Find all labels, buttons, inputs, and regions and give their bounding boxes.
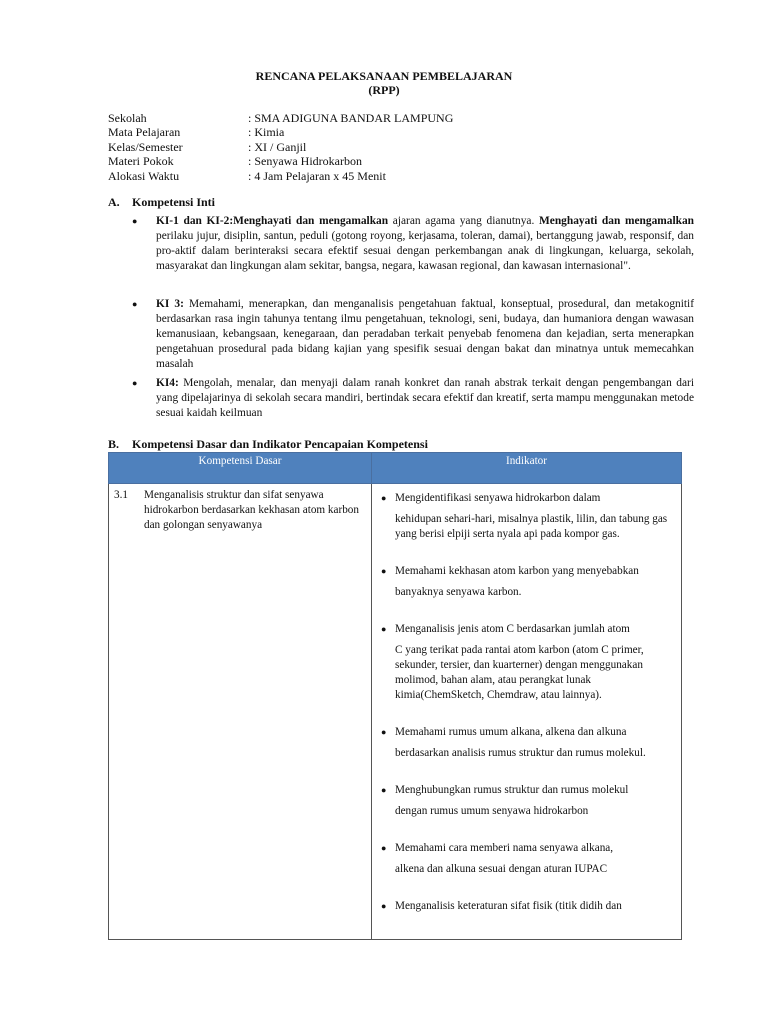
info-label: Alokasi Waktu (108, 168, 180, 183)
bullet-icon: ● (381, 493, 387, 503)
indicator-rest: berdasarkan analisis rumus struktur dan rumus molekul. (395, 747, 646, 759)
bullet-icon: ● (381, 785, 387, 795)
ki-text: Memahami, menerapkan, dan menganalisis pengetahuan faktual, konseptual, prosedural, dan metakognitif berdasarkan rasa ingin tahunya tentang ilmu pengetahuan, teknologi, seni, budaya, dan humaniora dengan wawasan kemanusiaan, kebangsaan, kenegaraan, dan peradaban terkait penyebab fenomena dan kejadian, serta menerapkan pengetahuan prosedural pada bidang kajian yang spesifik sesuai dengan bakat dan minatnya untuk memecahkan masalah (156, 298, 694, 370)
indicator-list (373, 485, 680, 914)
indicator-first-line: Memahami kekhasan atom karbon yang menyebabkan (395, 565, 639, 577)
table-header-row (109, 453, 682, 484)
list-item (381, 725, 672, 761)
list-item (381, 899, 672, 914)
bullet-icon: ● (381, 901, 387, 911)
indicator-first-line: Menganalisis jenis atom C berdasarkan jumlah atom (395, 623, 630, 635)
indicator-rest: banyaknya senyawa karbon. (395, 586, 522, 598)
indicator-first-line: Menganalisis keteraturan sifat fisik (titik didih dan (395, 900, 622, 912)
section-a-heading (108, 195, 215, 210)
bullet-icon: ● (132, 299, 138, 309)
info-label: Kelas/Semester (108, 139, 183, 154)
info-value: : 4 Jam Pelajaran x 45 Menit (248, 168, 386, 183)
ki-item-3 (132, 376, 694, 421)
list-item (381, 491, 672, 542)
competency-table (108, 452, 682, 940)
kd-cell (109, 484, 372, 940)
bullet-icon: ● (132, 216, 138, 226)
document-subtitle: (RPP) (368, 83, 400, 97)
info-label: Sekolah (108, 111, 147, 125)
header-indikator: Indikator (372, 453, 682, 484)
section-title: Kompetensi Inti (132, 195, 216, 209)
kd-number: 3.1 (114, 489, 128, 501)
ki-text: Mengolah, menalar, dan menyaji dalam ranah konkret dan ranah abstrak terkait dengan pengembangan dari yang dipelajarinya di sekolah secara mandiri, bertindak secara efektif dan kreatif, serta mampu menggunakan metode sesuai kaidah keilmuan (156, 377, 694, 419)
bullet-icon: ● (132, 378, 138, 388)
info-label: Materi Pokok (108, 154, 174, 169)
ki-item-2 (132, 297, 694, 372)
ki-item-1 (132, 214, 694, 274)
list-item (381, 564, 672, 600)
indicator-rest: C yang terikat pada rantai atom karbon (atom C primer, sekunder, tersier, dan kuarterner) dengan menggunakan molimod, bahan alam, atau perangkat lunak kimia(ChemSketch, Chemdraw, atau lainnya). (395, 644, 644, 701)
ki-text: ajaran agama yang dianutnya. (388, 215, 540, 227)
ki-bold: KI 3: (156, 298, 184, 310)
info-value: : Kimia (248, 125, 285, 140)
info-row-subject (108, 125, 453, 139)
bullet-icon: ● (381, 624, 387, 634)
ki-text: perilaku jujur, disiplin, santun, peduli (gotong royong, kerjasama, toleran, damai), bertanggung jawab, responsif, dan pro-aktif dalam berinteraksi secara efektif sesuai dengan perkembangan anak di lingkungan, keluarga, sekolah, masyarakat dan lingkungan alam sekitar, bangsa, negara, kawasan regional, dan kawasan internasional". (156, 230, 694, 272)
document-title: RENCANA PELAKSANAAN PEMBELAJARAN (255, 69, 513, 83)
info-row-class (108, 140, 453, 154)
section-letter: A. (108, 195, 120, 209)
bullet-icon: ● (381, 566, 387, 576)
section-b-heading (108, 437, 428, 452)
indicator-first-line: Menghubungkan rumus struktur dan rumus molekul (395, 784, 629, 796)
info-row-time (108, 169, 453, 183)
bullet-icon: ● (381, 843, 387, 853)
ki-bold: Menghayati dan mengamalkan (539, 215, 694, 227)
kd-text: Menganalisis struktur dan sifat senyawa hidrokarbon berdasarkan kekhasan atom karbon dan golongan senyawanya (144, 489, 359, 531)
list-item (381, 841, 672, 877)
info-block (108, 111, 453, 183)
info-value: : SMA ADIGUNA BANDAR LAMPUNG (248, 111, 454, 125)
indicator-rest: alkena dan alkuna sesuai dengan aturan IUPAC (395, 863, 608, 875)
info-row-school (108, 111, 453, 125)
header-kompetensi-dasar: Kompetensi Dasar (109, 453, 372, 484)
bullet-icon: ● (381, 727, 387, 737)
ki-bold: KI-1 dan KI-2:Menghayati dan mengamalkan (156, 215, 389, 227)
indicator-rest: dengan rumus umum senyawa hidrokarbon (395, 805, 589, 817)
section-letter: B. (108, 437, 120, 451)
indicator-first-line: Mengidentifikasi senyawa hidrokarbon dalam (395, 492, 601, 504)
info-value: : Senyawa Hidrokarbon (248, 154, 362, 169)
indicator-cell (372, 484, 682, 940)
info-row-topic (108, 154, 453, 168)
info-value: : XI / Ganjil (248, 139, 307, 154)
table-row (109, 484, 682, 940)
indicator-rest: kehidupan sehari-hari, misalnya plastik, lilin, dan tabung gas yang berisi elpiji serta nyala api pada kompor gas. (395, 513, 668, 540)
indicator-first-line: Memahami rumus umum alkana, alkena dan alkuna (395, 726, 627, 738)
info-label: Mata Pelajaran (108, 125, 181, 140)
section-title: Kompetensi Dasar dan Indikator Pencapaian Kompetensi (132, 437, 428, 451)
ki-bold: KI4: (156, 377, 179, 389)
list-item (381, 622, 672, 703)
list-item (381, 783, 672, 819)
indicator-first-line: Memahami cara memberi nama senyawa alkana, (395, 842, 614, 854)
